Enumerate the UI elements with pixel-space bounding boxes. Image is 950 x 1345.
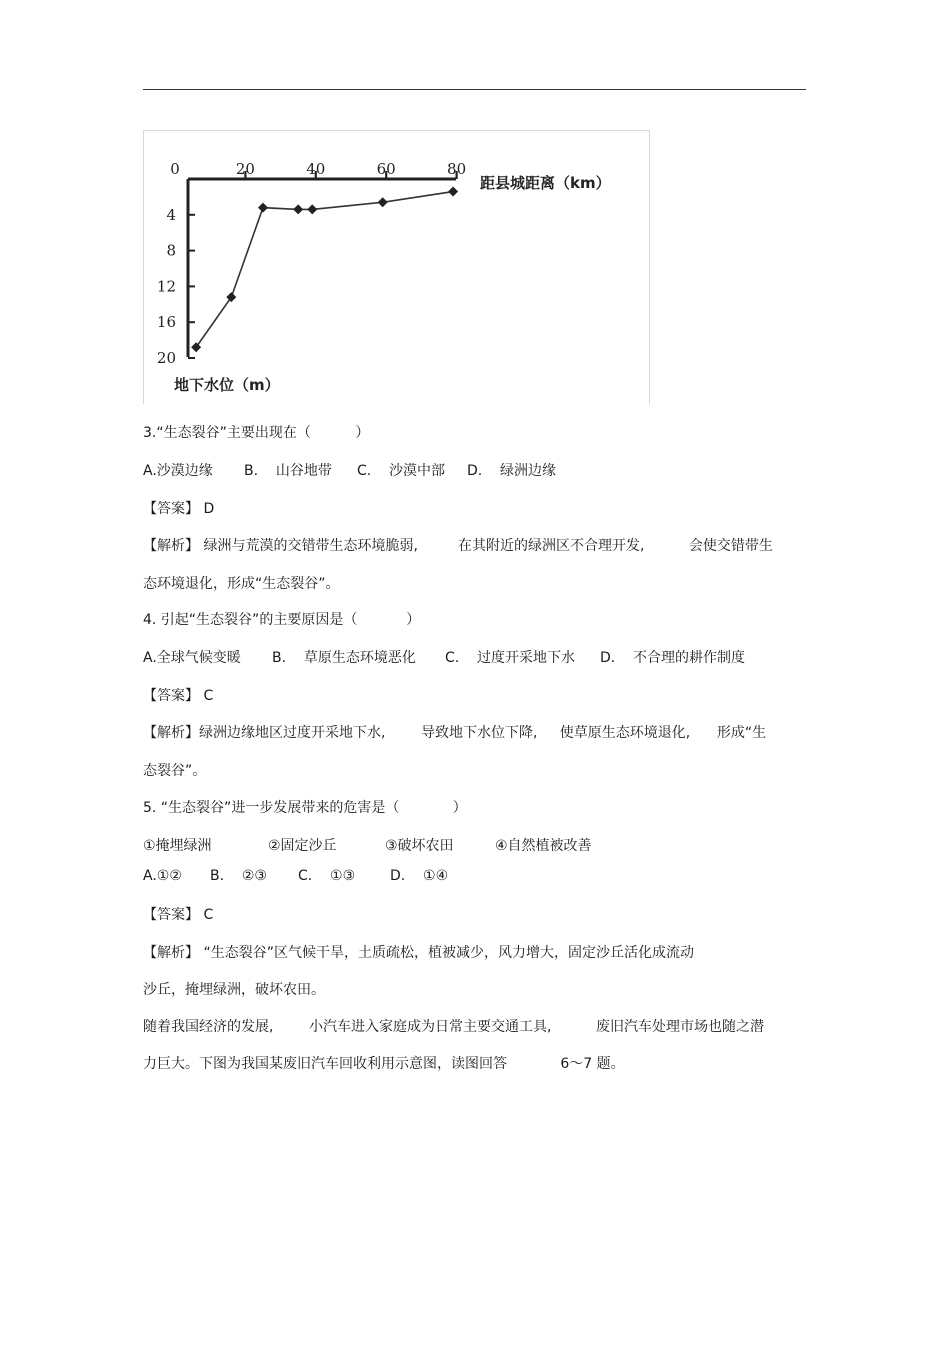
q5-item-4: ④自然植被改善 <box>495 838 592 854</box>
q4-analysis-line-1: 【解析】绿洲边缘地区过度开采地下水, 导致地下水位下降, 使草原生态环境退化, 形成“生 <box>143 725 767 741</box>
data-point <box>191 342 201 352</box>
x-tick-label: 20 <box>235 160 255 178</box>
x-tick-label: 0 <box>170 160 180 178</box>
groundwater-chart <box>143 130 650 404</box>
q4-option-d: D. 不合理的耕作制度 <box>600 650 746 666</box>
y-axis-title: 地下水位（m） <box>174 376 280 394</box>
x-tick-label: 60 <box>376 160 396 178</box>
q3-answer: 【答案】 D <box>143 501 215 517</box>
data-point <box>307 204 317 214</box>
data-point <box>378 197 388 207</box>
q5-option-a: A.①② <box>143 868 182 884</box>
q4-option-b: B. 草原生态环境恶化 <box>272 650 416 666</box>
data-point <box>226 292 236 302</box>
y-tick-label: 12 <box>156 277 176 296</box>
q5-item-1: ①掩埋绿洲 <box>143 838 212 854</box>
q3-stem: 3.“生态裂谷”主要出现在（ ） <box>143 425 370 441</box>
q4-answer: 【答案】 C <box>143 688 214 704</box>
y-tick-label: 16 <box>156 313 176 332</box>
q4-stem: 4. 引起“生态裂谷”的主要原因是（ ） <box>143 612 421 628</box>
y-tick-label: 4 <box>166 205 176 224</box>
q3-option-a: A.沙漠边缘 <box>143 463 213 479</box>
q3-option-b: B. 山谷地带 <box>244 463 332 479</box>
x-tick-label: 80 <box>447 160 467 178</box>
header-rule <box>143 89 806 90</box>
series-line <box>196 192 453 348</box>
q3-analysis-line-1: 【解析】 绿洲与荒漠的交错带生态环境脆弱, 在其附近的绿洲区不合理开发, 会使交错带生 <box>143 538 773 554</box>
q5-option-c: C. ①③ <box>298 868 356 884</box>
intro-line-2: 力巨大。下图为我国某废旧汽车回收利用示意图，读图回答 6～7 题。 <box>143 1056 625 1072</box>
q5-answer: 【答案】 C <box>143 907 214 923</box>
y-tick-label: 8 <box>166 241 176 260</box>
data-point <box>258 203 268 213</box>
x-axis-title: 距县城距离（km） <box>480 174 611 192</box>
q4-analysis-line-2: 态裂谷”。 <box>143 763 207 779</box>
q5-stem: 5. “生态裂谷”进一步发展带来的危害是（ ） <box>143 800 467 816</box>
q5-item-2: ②固定沙丘 <box>268 838 337 854</box>
q3-analysis-line-2: 态环境退化，形成“生态裂谷”。 <box>143 576 340 592</box>
q5-analysis-line-1: 【解析】 “生态裂谷”区气候干旱，土质疏松，植被减少，风力增大，固定沙丘活化成流动 <box>143 945 694 961</box>
q4-option-c: C. 过度开采地下水 <box>445 650 576 666</box>
y-tick-label: 20 <box>156 349 176 367</box>
data-point <box>293 204 303 214</box>
q5-analysis-line-2: 沙丘，掩埋绿洲，破坏农田。 <box>143 982 325 998</box>
q3-option-d: D. 绿洲边缘 <box>467 463 557 479</box>
x-tick-label: 40 <box>306 160 326 178</box>
q5-option-d: D. ①④ <box>390 868 449 884</box>
intro-line-1: 随着我国经济的发展, 小汽车进入家庭成为日常主要交通工具, 废旧汽车处理市场也随之潜 <box>143 1019 765 1035</box>
q3-option-c: C. 沙漠中部 <box>357 463 446 479</box>
x-ticks <box>170 160 466 179</box>
data-point <box>448 187 458 197</box>
q5-item-3: ③破坏农田 <box>385 838 454 854</box>
q4-option-a: A.全球气候变暖 <box>143 650 241 666</box>
q5-option-b: B. ②③ <box>210 868 267 884</box>
chart-svg <box>144 131 649 405</box>
series-points <box>191 187 458 353</box>
